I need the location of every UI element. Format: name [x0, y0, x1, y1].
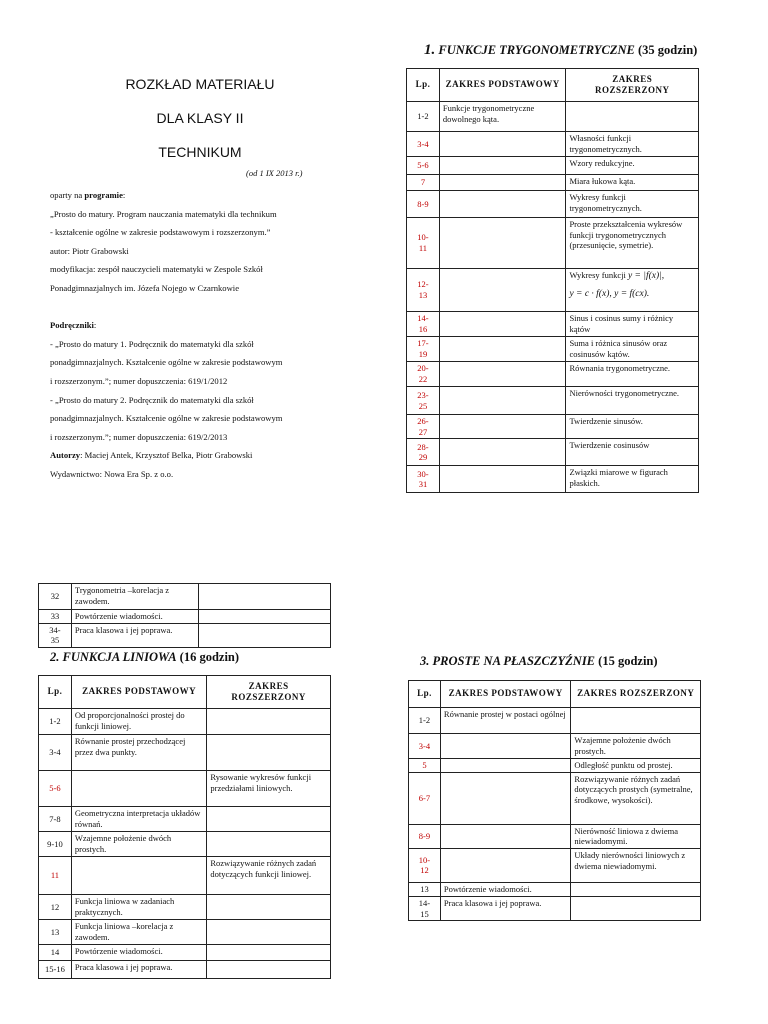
- row-basic: Powtórzenie wiadomości.: [71, 610, 198, 624]
- math-line-1: [569, 270, 695, 283]
- row-basic: [439, 175, 566, 191]
- row-lp: 30- 31: [407, 466, 440, 493]
- table-row: [407, 466, 699, 493]
- row-basic: Równanie prostej przechodzącej przez dwa punkty.: [71, 735, 206, 771]
- authors-value: : Maciej Antek, Krzysztof Belka, Piotr Grabowski: [80, 450, 253, 461]
- row-lp: 3-4: [409, 734, 441, 759]
- row-extended: Rozwiązywanie różnych zadań dotyczących prostych (symetralne, środkowe, wysokości).: [571, 772, 701, 824]
- based-on-prefix: oparty na: [50, 190, 85, 200]
- header-line-2: DLA KLASY II: [156, 110, 244, 126]
- row-lp: 15-16: [39, 961, 72, 979]
- row-extended: [198, 610, 330, 624]
- table-row: [409, 896, 701, 920]
- row-basic: [440, 734, 571, 759]
- col-basic: ZAKRES PODSTAWOWY: [440, 681, 571, 708]
- row-lp: 5: [409, 759, 441, 773]
- row-basic: [440, 848, 571, 882]
- header-date: (od 1 IX 2013 r.): [246, 168, 303, 178]
- col-lp: Lp.: [39, 676, 72, 709]
- table-row: [407, 312, 699, 337]
- row-extended: Wzajemne położenie dwóch prostych.: [571, 734, 701, 759]
- mod-line-2: Ponadgimnazjalnych im. Józefa Nojego w Czarnkowie: [50, 282, 240, 293]
- row-basic: [440, 759, 571, 773]
- row-extended: [207, 832, 331, 857]
- tb2-line-3: i rozszerzonym.”; numer dopuszczenia: 619/2/2013: [50, 431, 228, 442]
- table-row: [407, 191, 699, 218]
- row-extended: Sinus i cosinus sumy i różnicy kątów: [566, 312, 699, 337]
- section3-table: [408, 680, 701, 921]
- row-lp: 28- 29: [407, 439, 440, 466]
- spacer: [50, 298, 360, 317]
- row-lp: 9-10: [39, 832, 72, 857]
- table-row: [407, 157, 699, 175]
- row-extended: Miara łukowa kąta.: [566, 175, 699, 191]
- col-extended: ZAKRES ROZSZERZONY: [571, 681, 701, 708]
- table-row: [407, 132, 699, 157]
- table-row: [39, 735, 331, 771]
- col-lp: Lp.: [407, 69, 440, 102]
- row-extended: [198, 584, 330, 610]
- section1-table: [406, 68, 699, 493]
- row-extended: Suma i różnica sinusów oraz cosinusów kątów.: [566, 337, 699, 362]
- row-basic: [439, 312, 566, 337]
- col-lp: Lp.: [409, 681, 441, 708]
- publisher-line: Wydawnictwo: Nowa Era Sp. z o.o.: [50, 468, 174, 479]
- row-lp: 6-7: [409, 772, 441, 824]
- table-row: [409, 772, 701, 824]
- row-basic: [71, 857, 206, 895]
- row-basic: Powtórzenie wiadomości.: [440, 882, 571, 896]
- row-extended: Wykresy funkcji trygonometrycznych.: [566, 191, 699, 218]
- tb2-line-2: ponadgimnazjalnych. Kształcenie ogólne w zakresie podstawowym: [50, 413, 283, 424]
- row-extended: Odległość punktu od prostej.: [571, 759, 701, 773]
- row-basic: Równanie prostej w postaci ogólnej: [440, 708, 571, 734]
- row-lp: 10- 12: [409, 848, 441, 882]
- table-row: [407, 269, 699, 312]
- row-lp: 5-6: [39, 771, 72, 807]
- tb1-line-2: ponadgimnazjalnych. Kształcenie ogólne w zakresie podstawowym: [50, 357, 283, 368]
- section3-title: [420, 654, 658, 669]
- row-lp: 23- 25: [407, 387, 440, 415]
- author-line: autor: Piotr Grabowski: [50, 245, 129, 256]
- section3-name: PROSTE NA PŁASZCZYŹNIE: [432, 654, 596, 668]
- row-extended: [207, 895, 331, 920]
- row-basic: [440, 772, 571, 824]
- row-lp: 20- 22: [407, 362, 440, 387]
- row-extended: Wzory redukcyjne.: [566, 157, 699, 175]
- row-lp: 10- 11: [407, 218, 440, 269]
- row-basic: [440, 824, 571, 848]
- header-line-1: ROZKŁAD MATERIAŁU: [125, 76, 275, 92]
- based-on-line: [50, 186, 360, 205]
- col-basic: ZAKRES PODSTAWOWY: [439, 69, 566, 102]
- row-lp: 3-4: [407, 132, 440, 157]
- based-on-suffix: :: [122, 190, 126, 200]
- tb2-line-1: - „Prosto do matury 2. Podręcznik do matematyki dla szkół: [50, 394, 254, 405]
- tb1-line-3: i rozszerzonym.”; numer dopuszczenia: 619/1/2012: [50, 375, 228, 386]
- row-extended: Twierdzenie sinusów.: [566, 415, 699, 439]
- row-extended: Proste przekształcenia wykresów funkcji trygonometrycznych (przesunięcie, symetrie).: [566, 218, 699, 269]
- row-lp: 12- 13: [407, 269, 440, 312]
- col-extended: [566, 69, 699, 102]
- math-prefix: Wykresy funkcji: [569, 270, 626, 280]
- table-row: [407, 387, 699, 415]
- intro-text: [50, 186, 360, 484]
- row-lp: 13: [409, 882, 441, 896]
- row-extended: Własności funkcji trygonometrycznych.: [566, 132, 699, 157]
- program-line-1: „Prosto do matury. Program nauczania matematyki dla technikum: [50, 208, 277, 219]
- row-extended: [207, 961, 331, 979]
- row-basic: Funkcje trygonometryczne dowolnego kąta.: [439, 102, 566, 132]
- row-basic: Wzajemne położenie dwóch prostych.: [71, 832, 206, 857]
- table-row: [407, 415, 699, 439]
- row-extended: Równania trygonometryczne.: [566, 362, 699, 387]
- row-extended: [207, 920, 331, 945]
- row-extended: [207, 709, 331, 735]
- section2-title: [50, 650, 239, 665]
- row-lp: 8-9: [407, 191, 440, 218]
- col-extended-l1: ZAKRES: [612, 73, 653, 84]
- row-extended: [566, 102, 699, 132]
- table-row: [39, 920, 331, 945]
- table-row: [39, 832, 331, 857]
- table-row: [407, 337, 699, 362]
- row-basic: Praca klasowa i jej poprawa.: [71, 961, 206, 979]
- mod-line-1: modyfikacja: zespół nauczycieli matematyki w Zespole Szkół: [50, 264, 263, 275]
- program-line-2: - kształcenie ogólne w zakresie podstawowym i rozszerzonym.”: [50, 227, 271, 238]
- row-basic: Geometryczna interpretacja układów równań.: [71, 807, 206, 832]
- table-row: [409, 882, 701, 896]
- row-lp: 14: [39, 945, 72, 961]
- authors-line: [50, 446, 360, 465]
- row-extended: Nierówności trygonometryczne.: [566, 387, 699, 415]
- textbooks-colon: :: [93, 320, 97, 331]
- row-lp: 32: [39, 584, 72, 610]
- row-lp: 1-2: [407, 102, 440, 132]
- row-basic: [439, 387, 566, 415]
- row-extended: Twierdzenie cosinusów: [566, 439, 699, 466]
- table-row: [39, 610, 331, 624]
- section2-number: 2.: [50, 650, 60, 664]
- table-row: [409, 708, 701, 734]
- table-row: [407, 102, 699, 132]
- row-extended: Rysowanie wykresów funkcji przedziałami liniowych.: [207, 771, 331, 807]
- based-on-bold: programie: [84, 190, 123, 200]
- row-lp: 7-8: [39, 807, 72, 832]
- row-lp: 8-9: [409, 824, 441, 848]
- row-lp: 13: [39, 920, 72, 945]
- section1-number: 1.: [424, 42, 436, 58]
- row-basic: Powtórzenie wiadomości.: [71, 945, 206, 961]
- table-row: [409, 759, 701, 773]
- table-row: [39, 807, 331, 832]
- section1-title: [424, 42, 697, 59]
- table-row: [39, 709, 331, 735]
- row-basic: [439, 269, 566, 312]
- table-row: [409, 848, 701, 882]
- row-basic: Trygonometria –korelacja z zawodem.: [71, 584, 198, 610]
- header-line-3: TECHNIKUM: [158, 144, 242, 160]
- table-row: [407, 175, 699, 191]
- row-basic: [439, 415, 566, 439]
- row-lp: 5-6: [407, 157, 440, 175]
- row-basic: [439, 362, 566, 387]
- section1-hours: (35 godzin): [637, 43, 698, 57]
- row-basic: Funkcja liniowa –korelacja z zawodem.: [71, 920, 206, 945]
- row-lp: 26- 27: [407, 415, 440, 439]
- section2-table: [38, 675, 331, 979]
- row-extended: Związki miarowe w figurach płaskich.: [566, 466, 699, 493]
- section3-hours: (15 godzin): [598, 654, 658, 668]
- table-row: [39, 623, 331, 647]
- row-extended: [207, 807, 331, 832]
- col-extended-l1: ZAKRES: [248, 680, 289, 691]
- col-extended: [207, 676, 331, 709]
- section2-hours: (16 godzin): [179, 650, 240, 664]
- row-extended: [571, 896, 701, 920]
- table-row: [407, 218, 699, 269]
- row-lp: 1-2: [39, 709, 72, 735]
- math-formula-1: y = |f(x)|,: [627, 271, 665, 281]
- table-row: [39, 945, 331, 961]
- row-extended: Nierówność liniowa z dwiema niewiadomymi.: [571, 824, 701, 848]
- table-row: [39, 771, 331, 807]
- tb1-line-1: - „Prosto do matury 1. Podręcznik do matematyki dla szkół: [50, 338, 254, 349]
- table-row: [407, 439, 699, 466]
- row-basic: [439, 439, 566, 466]
- col-extended-l2: ROZSZERZONY: [231, 692, 306, 702]
- authors-label: Autorzy: [50, 450, 81, 461]
- row-lp: 14- 15: [409, 896, 441, 920]
- row-basic: Praca klasowa i jej poprawa.: [71, 623, 198, 647]
- row-extended: [198, 623, 330, 647]
- row-basic: Od proporcjonalności prostej do funkcji liniowej.: [71, 709, 206, 735]
- textbooks-heading: [50, 316, 360, 335]
- row-basic: [439, 132, 566, 157]
- col-basic: ZAKRES PODSTAWOWY: [71, 676, 206, 709]
- row-lp: 7: [407, 175, 440, 191]
- row-lp: 33: [39, 610, 72, 624]
- row-basic: Funkcja liniowa w zadaniach praktycznych.: [71, 895, 206, 920]
- row-extended: [207, 735, 331, 771]
- row-basic: [439, 157, 566, 175]
- table-row: [39, 584, 331, 610]
- document-header: [100, 76, 300, 160]
- row-lp: 14- 16: [407, 312, 440, 337]
- row-lp: 11: [39, 857, 72, 895]
- row-lp: 34- 35: [39, 623, 72, 647]
- row-lp: 1-2: [409, 708, 441, 734]
- math-formula-2: y = c · f(x), y = f(cx).: [569, 288, 650, 299]
- table-row: [39, 895, 331, 920]
- row-basic: [439, 218, 566, 269]
- row-basic: [439, 191, 566, 218]
- row-lp: 12: [39, 895, 72, 920]
- col-extended-l2: ROZSZERZONY: [594, 85, 670, 95]
- table-row: [409, 734, 701, 759]
- section2-name: FUNKCJA LINIOWA: [62, 650, 177, 664]
- section3-number: 3.: [420, 654, 430, 668]
- row-lp: 17- 19: [407, 337, 440, 362]
- table-row: [39, 961, 331, 979]
- row-basic: [71, 771, 206, 807]
- row-extended: [571, 708, 701, 734]
- row-extended-math: [566, 269, 699, 312]
- table-row: [407, 362, 699, 387]
- row-extended: Rozwiązywanie różnych zadań dotyczących funkcji liniowej.: [207, 857, 331, 895]
- row-basic: Praca klasowa i jej poprawa.: [440, 896, 571, 920]
- row-basic: [439, 466, 566, 493]
- row-lp: 3-4: [39, 735, 72, 771]
- row-extended: Układy nierówności liniowych z dwiema niewiadomymi.: [571, 848, 701, 882]
- row-extended: [571, 882, 701, 896]
- table-row: [409, 824, 701, 848]
- table-row: [39, 857, 331, 895]
- row-basic: [439, 337, 566, 362]
- section1-cont-table: [38, 583, 331, 648]
- row-extended: [207, 945, 331, 961]
- textbooks-label: Podręczniki: [50, 320, 94, 331]
- section1-name: FUNKCJE TRYGONOMETRYCZNE: [438, 43, 635, 57]
